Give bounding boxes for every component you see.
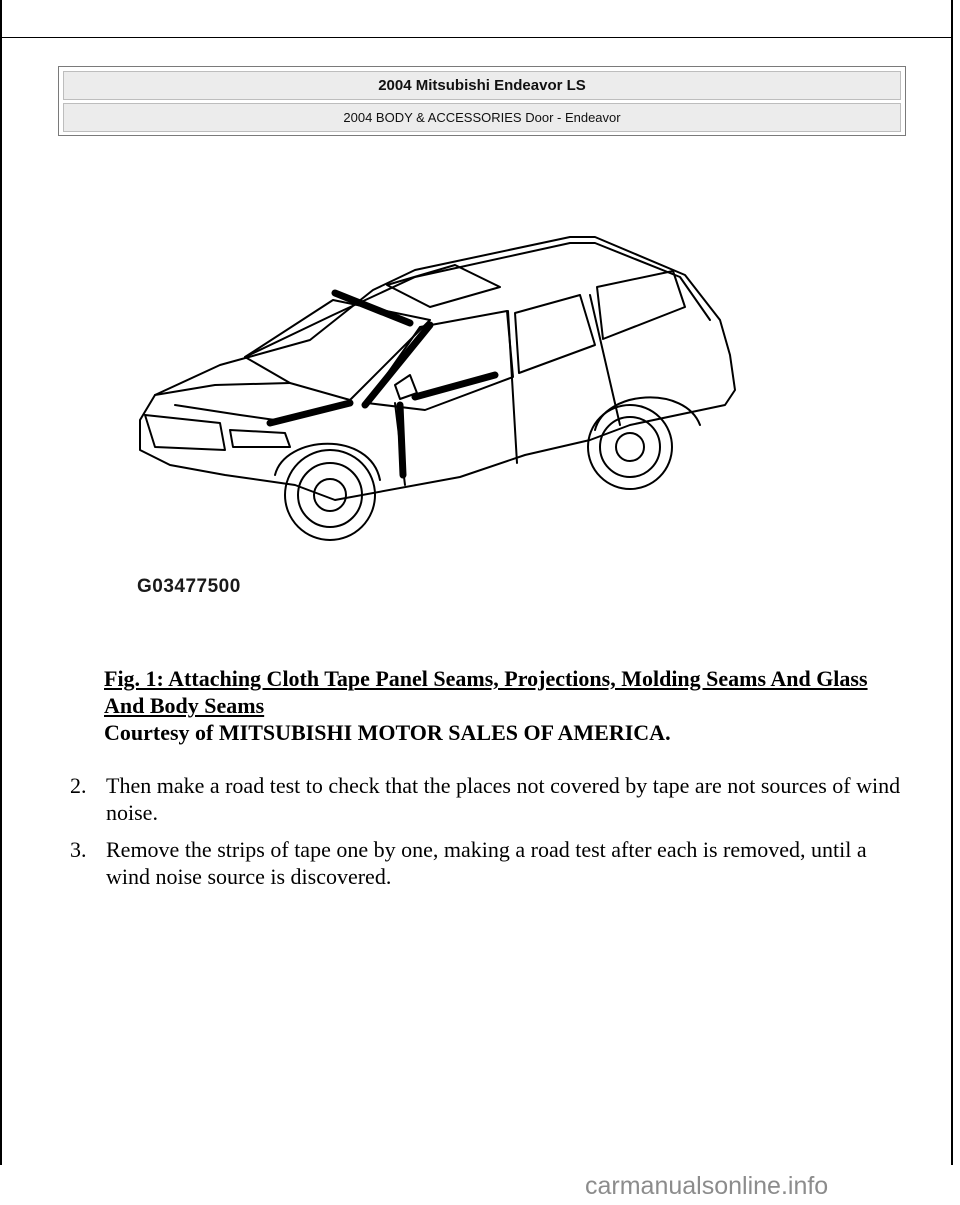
step-number: 2.: [70, 773, 87, 798]
caption-credit: Courtesy of MITSUBISHI MOTOR SALES OF AMERICA.: [104, 720, 671, 745]
document-header: [58, 66, 906, 136]
list-item: [70, 772, 910, 826]
watermark: carmanualsonline.info: [585, 1172, 829, 1200]
vehicle-illustration: [125, 225, 745, 615]
tape-door-side: [400, 405, 403, 475]
header-subtitle: 2004 BODY & ACCESSORIES Door - Endeavor: [63, 103, 901, 132]
step-number: 3.: [70, 837, 87, 862]
grille: [145, 415, 225, 450]
caption-title: Fig. 1: Attaching Cloth Tape Panel Seams, Projections, Molding Seams And Glass And Body Seams: [104, 666, 868, 718]
step-text: Remove the strips of tape one by one, making a road test after each is removed, until a wind noise source is discovered.: [106, 837, 867, 889]
figure-caption: [104, 665, 884, 746]
page-border-right: [951, 0, 953, 1165]
list-item: [70, 836, 910, 890]
figure-code: G03477500: [137, 576, 241, 597]
tape-hood: [270, 403, 350, 423]
step-list: [70, 772, 910, 900]
page-border-left: [0, 0, 2, 1165]
tape-door-top: [415, 375, 495, 397]
step-text: Then make a road test to check that the places not covered by tape are not sources of wind noise.: [106, 773, 901, 825]
page-border-top: [0, 37, 953, 38]
header-title: 2004 Mitsubishi Endeavor LS: [63, 71, 901, 100]
